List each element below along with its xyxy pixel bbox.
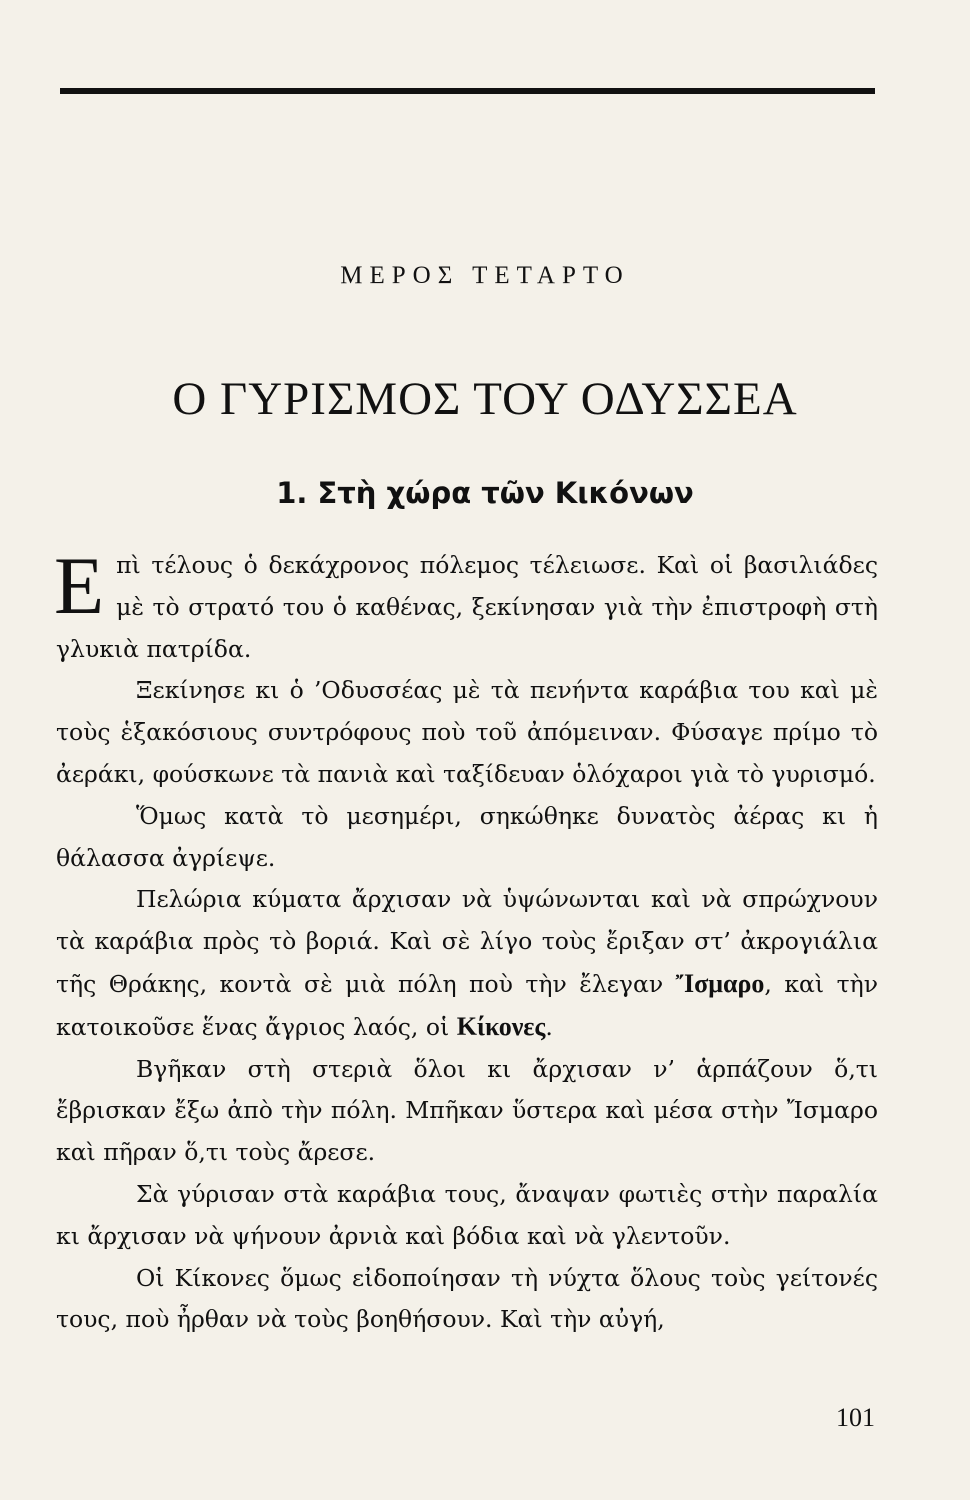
paragraph-1-text: πὶ τέλους ὁ δεκάχρονος πόλεμος τέλειωσε. Καὶ οἱ βασιλιάδες μὲ τὸ στρατό του ὁ καθένας, ξεκίνησαν γιὰ τὴν ἐπιστροφὴ στὴ γλυκιὰ πατρίδα. — [56, 551, 878, 663]
paragraph-5: Βγῆκαν στὴ στεριὰ ὅλοι κι ἄρχισαν ν’ ἁρπάζουν ὅ,τι ἔβρισκαν ἔξω ἀπὸ τὴν πόλη. Μπῆκαν ὕστερα καὶ μέσα στὴν Ἴσμαρο καὶ πῆραν ὅ,τι τοὺς ἄρεσε. — [56, 1054, 878, 1167]
drop-cap: Ε — [54, 540, 105, 631]
paragraph-3: Ὅμως κατὰ τὸ μεσημέρι, σηκώθηκε δυνατὸς ἀέρας κι ἡ θάλασσα ἀγρίεψε. — [56, 801, 878, 872]
top-rule — [60, 88, 875, 94]
body-text — [54, 540, 878, 1341]
paragraph-4 — [56, 879, 878, 1048]
paragraph-4-text-c: , καὶ τὴν κατοικοῦσε ἕνας ἄγριος λαός, οἱ — [56, 969, 878, 1041]
people-name-kikones: Κίκονες — [456, 1011, 546, 1041]
book-title: Ο ΓΥΡΙΣΜΟΣ ΤΟΥ ΟΔΥΣΣΕΑ — [172, 373, 798, 425]
part-label: ΜΕΡΟΣ ΤΕΤΑΡΤΟ — [340, 262, 630, 289]
chapter-title: 1. Στὴ χώρα τῶν Κικόνων — [276, 476, 694, 510]
paragraph-1 — [54, 540, 878, 670]
paragraph-2: Ξεκίνησε κι ὁ ’Οδυσσέας μὲ τὰ πενήντα καράβια του καὶ μὲ τοὺς ἑξακόσιους συντρόφους ποὺ τοῦ ἀπόμειναν. Φύσαγε πρίμο τὸ ἀεράκι, φούσκωνε τὰ πανιὰ καὶ ταξίδευαν ὁλόχαροι γιὰ τὸ γυρισμό. — [56, 676, 878, 788]
page-number: 101 — [836, 1403, 875, 1432]
paragraph-6: Σὰ γύρισαν στὰ καράβια τους, ἄναψαν φωτιὲς στὴν παραλία κι ἄρχισαν νὰ ψήνουν ἀρνιὰ καὶ βόδια καὶ νὰ γλεντοῦν. — [56, 1179, 878, 1250]
place-name-ismaros: Ἴσμαρο — [675, 968, 765, 998]
paragraph-7: Οἱ Κίκονες ὅμως εἰδοποίησαν τὴ νύχτα ὅλους τοὺς γείτονές τους, ποὺ ἦρθαν νὰ τοὺς βοηθήσουν. Καὶ τὴν αὐγή, — [56, 1263, 878, 1334]
paragraph-4-text-a: Πελώρια κύματα ἄρχισαν νὰ ὑψώνωνται καὶ νὰ σπρώχνουν τὰ καράβια πρὸς τὸ βοριά. Καὶ σὲ λίγο τοὺς ἔριξαν στ’ ἀκρογιάλια τῆς Θράκης, κοντὰ σὲ μιὰ πόλη ποὺ τὴν ἔλεγαν — [56, 885, 878, 998]
paragraph-4-text-d: . — [545, 1012, 553, 1041]
